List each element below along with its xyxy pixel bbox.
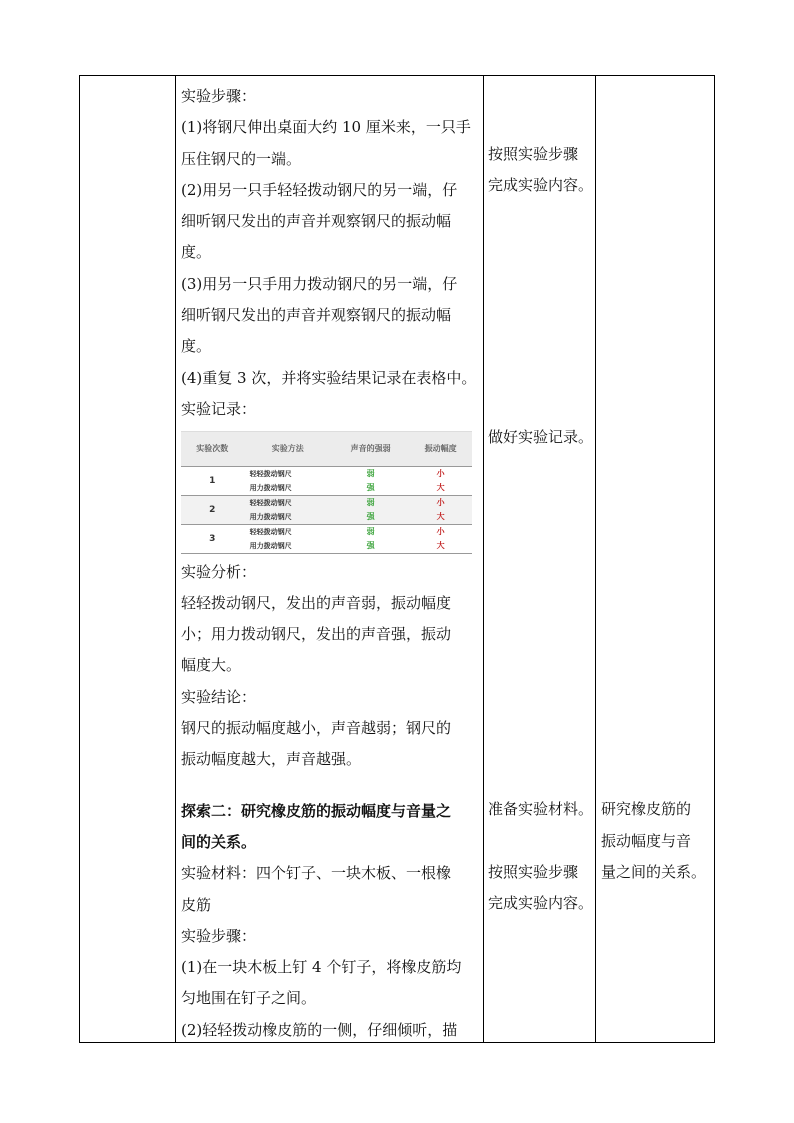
analysis-text: 小；用力拨动钢尺，发出的声音强，振动 <box>181 625 452 644</box>
sound-cell: 弱 <box>366 526 375 536</box>
explore-two-heading: 间的关系。 <box>181 832 257 851</box>
activity-text: 按照实验步骤 <box>488 863 579 881</box>
step-text: 压住钢尺的一端。 <box>181 149 302 168</box>
column-header: 振动幅度 <box>409 432 472 466</box>
step-text: (1)将钢尺伸出桌面大约 10 厘米来，一只手 <box>181 118 471 137</box>
spacer <box>181 776 479 796</box>
column-header: 声音的强弱 <box>332 432 409 466</box>
sound-cell: 弱 <box>366 468 375 478</box>
amplitude-cell: 大 <box>409 481 472 496</box>
column-header: 实验次数 <box>181 432 244 466</box>
method-cell: 用力拨动钢尺 <box>244 539 332 554</box>
step-text: 细听钢尺发出的声音并观察钢尺的振动幅 <box>181 306 452 325</box>
table-row <box>181 466 472 481</box>
student-activity-column <box>488 76 596 912</box>
method-cell: 用力拨动钢尺 <box>244 481 332 496</box>
sound-cell: 强 <box>332 481 409 496</box>
step-text: (4)重复 3 次，并将实验结果记录在表格中。 <box>181 368 477 387</box>
experiment-record-table <box>181 431 472 553</box>
intent-text: 振动幅度与音 <box>601 832 692 850</box>
step-text: 度。 <box>181 337 212 356</box>
sound-cell: 弱 <box>332 495 409 510</box>
intent-text: 研究橡皮筋的 <box>601 800 692 818</box>
table-row <box>181 495 472 510</box>
trial-number: 1 <box>181 466 244 495</box>
method-cell: 轻轻拨动钢尺 <box>249 469 292 478</box>
record-title: 实验记录： <box>181 399 257 418</box>
teaching-content-column <box>181 76 479 1046</box>
amplitude-cell: 小 <box>436 468 445 478</box>
conclusion-text: 钢尺的振动幅度越小，声音越弱；钢尺的 <box>181 719 452 738</box>
analysis-title: 实验分析： <box>181 562 257 581</box>
conclusion-text: 振动幅度越大，声音越强。 <box>181 750 362 769</box>
column-divider <box>483 76 484 1042</box>
step-text: 度。 <box>181 243 212 262</box>
activity-text: 按照实验步骤 <box>488 145 579 163</box>
steps-title: 实验步骤： <box>181 926 257 945</box>
column-header: 实验方法 <box>244 432 332 466</box>
step-text: (3)用另一只手用力拨动钢尺的另一端，仔 <box>181 274 458 293</box>
activity-text: 完成实验内容。 <box>488 176 594 195</box>
method-cell: 轻轻拨动钢尺 <box>249 527 292 536</box>
steps-title: 实验步骤： <box>181 87 257 105</box>
amplitude-cell: 小 <box>409 495 472 510</box>
amplitude-cell: 大 <box>409 510 472 525</box>
step-text: (2)轻轻拨动橡皮筋的一侧，仔细倾听，描 <box>181 1020 458 1039</box>
conclusion-title: 实验结论： <box>181 687 257 706</box>
column-divider <box>175 76 176 1042</box>
activity-text: 完成实验内容。 <box>488 894 594 912</box>
activity-text: 做好实验记录。 <box>488 428 594 446</box>
materials-text: 实验材料：四个钉子、一块木板、一根橡 <box>181 864 452 883</box>
sound-cell: 强 <box>332 510 409 525</box>
amplitude-cell: 大 <box>409 539 472 554</box>
analysis-text: 幅度大。 <box>181 656 242 675</box>
column-divider <box>595 76 596 1042</box>
intent-text: 量之间的关系。 <box>601 863 707 881</box>
explore-two-heading: 探索二：研究橡皮筋的振动幅度与音量之 <box>181 801 452 820</box>
activity-text: 准备实验材料。 <box>488 800 594 818</box>
amplitude-cell: 小 <box>436 526 445 536</box>
analysis-text: 轻轻拨动钢尺，发出的声音弱，振动幅度 <box>181 593 452 612</box>
trial-number: 3 <box>181 524 244 553</box>
lesson-table <box>79 75 715 1043</box>
table-row <box>181 524 472 539</box>
step-text: (1)在一块木板上钉 4 个钉子，将橡皮筋均 <box>181 958 462 977</box>
materials-text: 皮筋 <box>181 895 212 914</box>
step-text: 细听钢尺发出的声音并观察钢尺的振动幅 <box>181 212 452 231</box>
trial-number: 2 <box>181 495 244 524</box>
sound-cell: 强 <box>332 539 409 554</box>
method-cell: 轻轻拨动钢尺 <box>244 495 332 510</box>
table-header-row <box>181 432 472 466</box>
step-text: (2)用另一只手轻轻拨动钢尺的另一端，仔 <box>181 180 458 199</box>
step-text: 匀地围在钉子之间。 <box>181 989 317 1008</box>
method-cell: 用力拨动钢尺 <box>244 510 332 525</box>
